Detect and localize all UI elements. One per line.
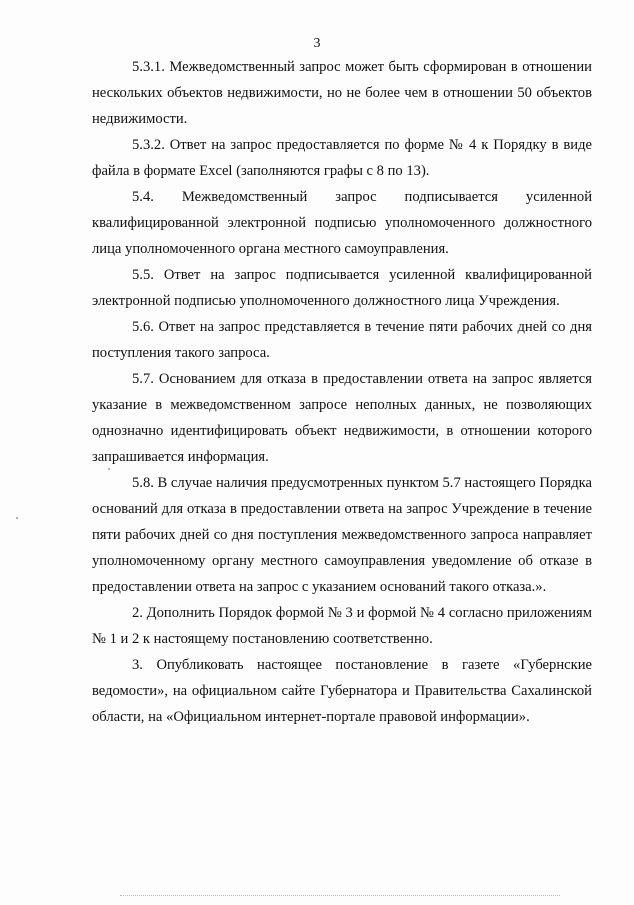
paragraph-5-8: 5.8. В случае наличия предусмотренных пунктом 5.7 настоящего Порядка оснований для отказа в предоставлении ответа на запрос Учреждение в течение пяти рабочих дней со дня поступления межведомственного запроса направляет уполномоченному органу местного самоуправления уведомление об отказе в предоставлении ответа на запрос с указанием оснований такого отказа.». xyxy=(92,475,592,595)
scan-speck xyxy=(108,468,110,470)
paragraph-5-3-2: 5.3.2. Ответ на запрос предоставляется по форме № 4 к Порядку в виде файла в формате Excel (заполняются графы с 8 по 13). xyxy=(92,137,592,179)
paragraph-5-7: 5.7. Основанием для отказа в предоставлении ответа на запрос является указание в межведомственном запросе неполных данных, не позволяющих однозначно идентифицировать объект недвижимости, в отношении которого запрашивается информация. xyxy=(92,371,592,465)
page-number: 3 xyxy=(313,36,321,51)
scan-speck xyxy=(16,517,18,519)
scan-edge-line xyxy=(120,895,560,896)
paragraph-5-5: 5.5. Ответ на запрос подписывается усиленной квалифицированной электронной подписью уполномоченного должностного лица Учреждения. xyxy=(92,267,592,309)
paragraph-5-6: 5.6. Ответ на запрос представляется в течение пяти рабочих дней со дня поступления такого запроса. xyxy=(92,319,592,361)
paragraph-5-4: 5.4. Межведомственный запрос подписывается усиленной квалифицированной электронной подписью уполномоченного должностного лица уполномоченного органа местного самоуправления. xyxy=(92,189,592,257)
paragraph-5-3-1: 5.3.1. Межведомственный запрос может быть сформирован в отношении нескольких объектов недвижимости, но не более чем в отношении 50 объектов недвижимости. xyxy=(92,59,592,127)
paragraph-3: 3. Опубликовать настоящее постановление в газете «Губернские ведомости», на официальном сайте Губернатора и Правительства Сахалинской области, на «Официальном интернет-портале правовой информации». xyxy=(92,657,592,725)
paragraph-2: 2. Дополнить Порядок формой № 3 и формой № 4 согласно приложениям № 1 и 2 к настоящему постановлению соответственно. xyxy=(92,605,592,647)
document-body xyxy=(92,54,592,730)
